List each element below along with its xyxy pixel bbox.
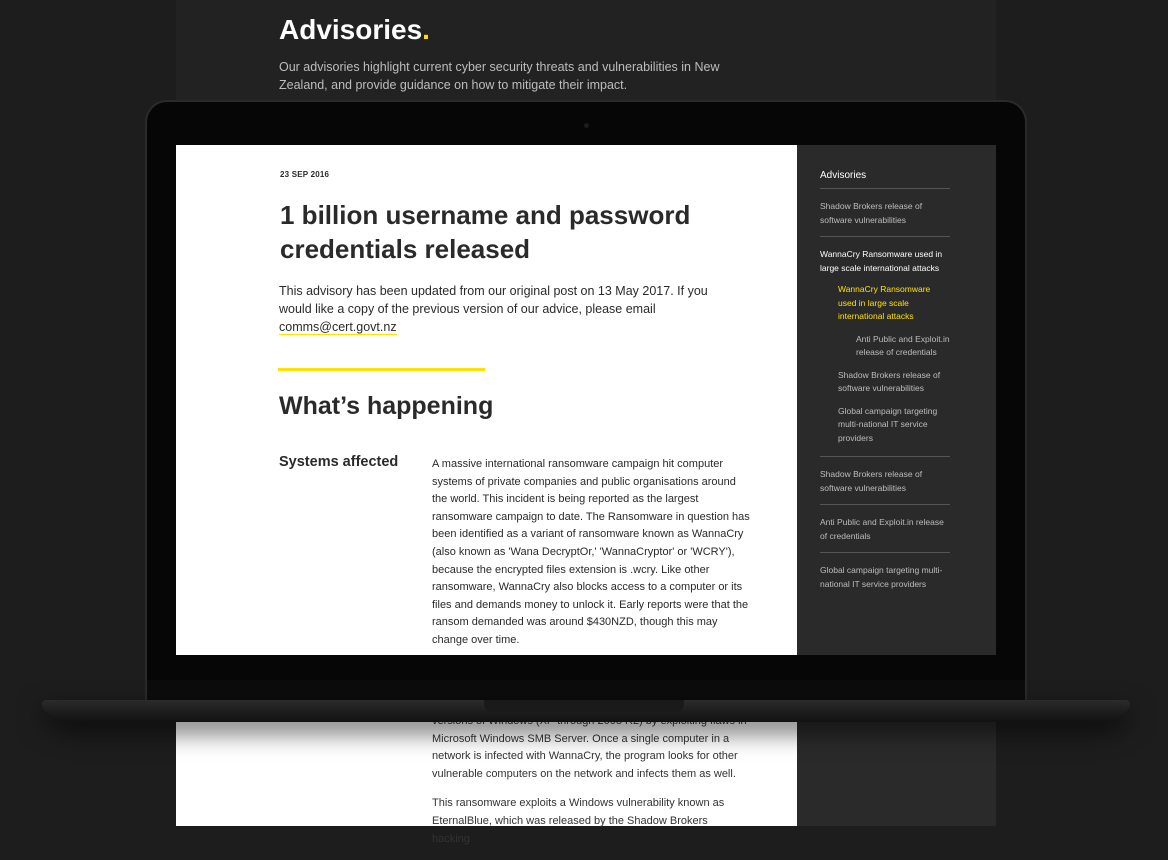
sidebar-item[interactable]: Global campaign targeting multi-national IT service providers: [820, 565, 943, 589]
sidebar-subitem[interactable]: Anti Public and Exploit.in release of credentials: [856, 333, 950, 357]
body-paragraph: A massive international ransomware campaign hit computer systems of private companies and public organisations around the world. This incident is being reported as the largest ransomware campaign to date. The Ransomware in question has been identified as a variant of ransomware known as WannaCry (also known as 'Wana DecryptOr,' 'WannaCryptor' or 'WCRY'), because the encrypted files extension is .wcry. Like other ransomware, WannaCry also blocks access to a computer or its files and demands money to unlock it. Early reports were that the ransom demanded was around $430NZD, though this may change over time.: [432, 458, 750, 646]
sidebar-nav: [820, 188, 950, 600]
sidebar-title: Advisories: [820, 170, 867, 181]
sidebar: [797, 145, 996, 655]
article-date: 23 SEP 2016: [280, 170, 330, 179]
subsection-title: Systems affected: [279, 454, 399, 470]
email-link[interactable]: comms@cert.govt.nz: [279, 320, 397, 334]
page-title: Advisories.: [279, 14, 430, 45]
article-title: 1 billion username and password credentials released: [280, 200, 691, 264]
article-intro: This advisory has been updated from our original post on 13 May 2017. If you would like a copy of the previous version of our advice, please email comms@cert.govt.nz: [279, 284, 708, 334]
article: [176, 145, 797, 655]
sidebar-item[interactable]: Shadow Brokers release of software vulnerabilities: [820, 469, 923, 493]
sidebar-subitem[interactable]: Global campaign targeting multi-national IT service providers: [838, 405, 938, 443]
section-title: What’s happening: [279, 392, 494, 420]
accent-divider: [278, 368, 485, 371]
body-paragraph: Microsoft Windows SMB Server. Once a single computer in a network is infected with WannaCry, the program looks for other vulnerable computers on the network and infects them as well.: [432, 732, 738, 780]
sidebar-item[interactable]: Anti Public and Exploit.in release of credentials: [820, 517, 944, 541]
page-preview-below: [176, 722, 996, 845]
sidebar-item[interactable]: Shadow Brokers release of software vulnerabilities: [820, 201, 923, 225]
page-subtitle: Our advisories highlight current cyber security threats and vulnerabilities in New Zealand, and provide guidance on how to mitigate their impact.: [279, 60, 720, 92]
laptop-screen: [176, 145, 996, 655]
camera-icon: [584, 123, 589, 128]
sidebar-subitem-active[interactable]: WannaCry Ransomware used in large scale international attacks: [838, 284, 931, 321]
laptop-chin: [147, 680, 1025, 702]
sidebar-subitem[interactable]: Shadow Brokers release of software vulnerabilities: [838, 369, 941, 393]
sidebar-item-current[interactable]: WannaCry Ransomware used in large scale international attacks: [820, 249, 943, 273]
laptop-notch: [484, 700, 684, 712]
body-paragraph: This ransomware exploits a Windows vulnerability known as EternalBlue, which was released by the Shadow Brokers hacking: [432, 797, 725, 845]
